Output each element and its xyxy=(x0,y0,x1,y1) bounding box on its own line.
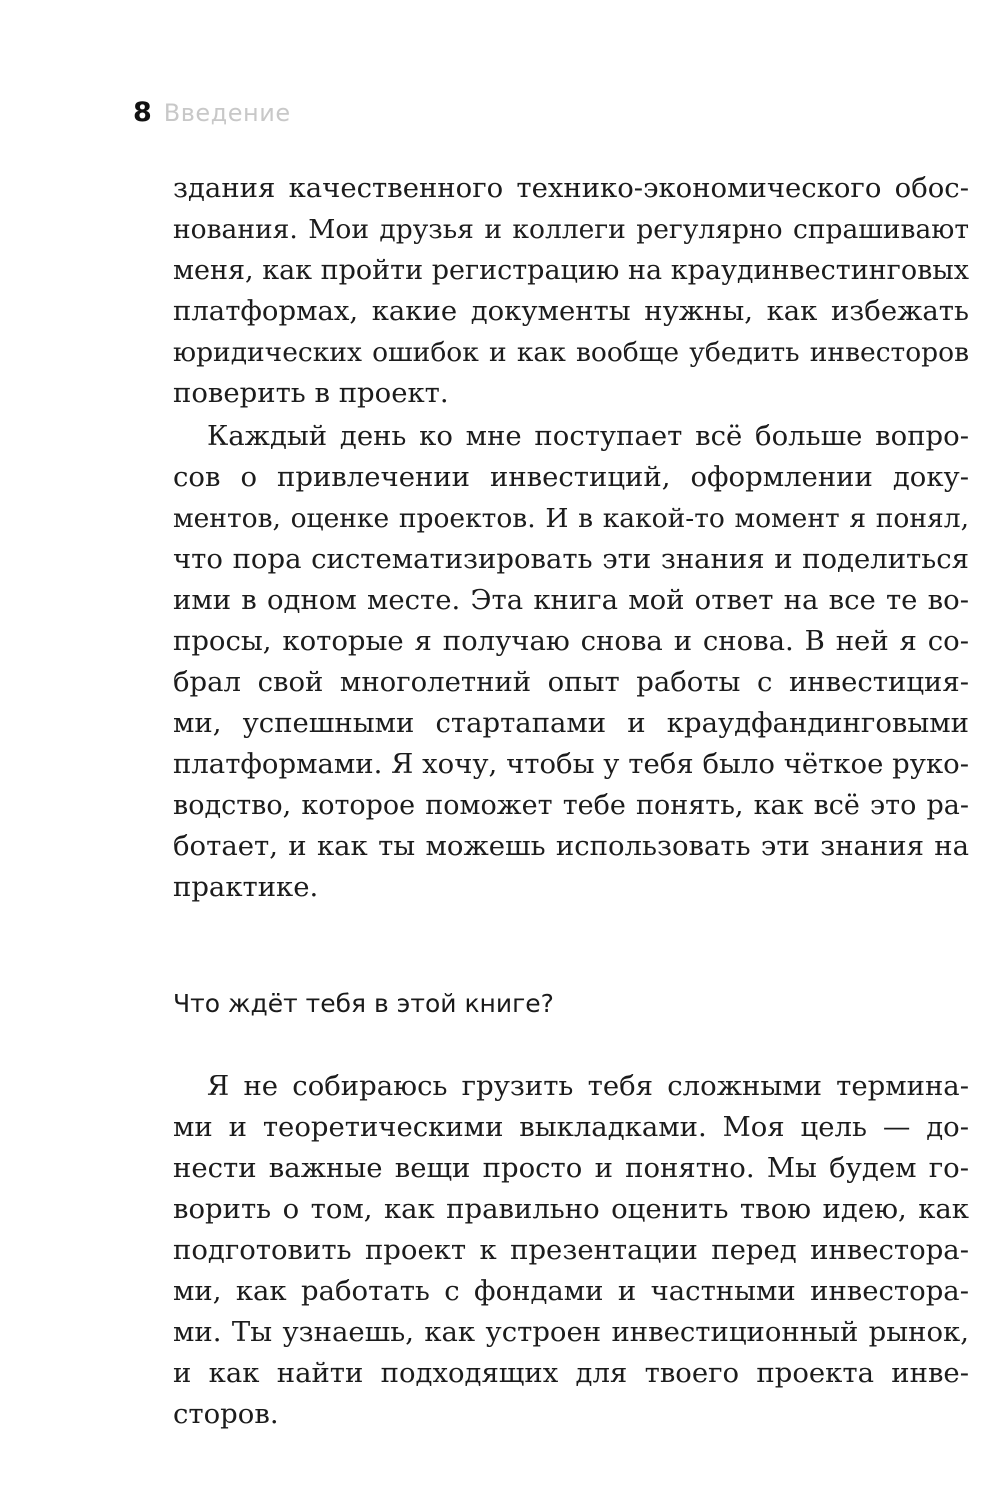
section-heading: Что ждёт тебя в этой книге? xyxy=(173,989,554,1018)
page-number: 8 xyxy=(133,97,152,128)
chapter-title: Введение xyxy=(163,99,291,127)
text-line: что пора систематизировать эти знания и поделиться xyxy=(173,543,969,575)
text-line: ми, как работать с фондами и частными инвестора- xyxy=(173,1275,969,1307)
text-line: и как найти подходящих для твоего проекта инве- xyxy=(173,1357,969,1389)
text-line: ментов, оценке проектов. И в какой-то момент я понял, xyxy=(173,503,969,534)
running-head xyxy=(133,97,291,133)
text-line: здания качественного технико-экономического обос- xyxy=(173,172,969,204)
text-line: ми. Ты узнаешь, как устроен инвестиционный рынок, xyxy=(173,1316,969,1348)
text-line: поверить в проект. xyxy=(173,377,449,409)
text-line: практике. xyxy=(173,871,319,903)
text-line: сторов. xyxy=(173,1398,279,1430)
text-line: ми, успешными стартапами и краудфандинговыми xyxy=(173,707,969,739)
paragraph-continuation xyxy=(173,168,969,414)
text-line: юридических ошибок и как вообще убедить инвесторов xyxy=(173,337,969,368)
text-line: сов о привлечении инвестиций, оформлении доку- xyxy=(173,461,969,493)
text-line: подготовить проект к презентации перед инвестора- xyxy=(173,1234,969,1266)
paragraph-book-contents xyxy=(173,1066,969,1435)
text-line: Каждый день ко мне поступает всё больше вопро- xyxy=(207,420,969,452)
text-line: просы, которые я получаю снова и снова. В ней я со- xyxy=(173,625,969,657)
text-line: ми и теоретическими выкладками. Моя цель — до- xyxy=(173,1111,969,1143)
text-line: ими в одном месте. Эта книга мой ответ на все те во- xyxy=(173,584,969,616)
text-line: Я не собираюсь грузить тебя сложными термина- xyxy=(207,1070,969,1102)
text-line: водство, которое поможет тебе понять, как всё это ра- xyxy=(173,790,969,821)
text-line: меня, как пройти регистрацию на краудинвестинговых xyxy=(173,255,969,286)
text-line: ворить о том, как правильно оценить твою идею, как xyxy=(173,1193,969,1225)
text-line: ботает, и как ты можешь использовать эти знания на xyxy=(173,830,969,862)
text-line: нования. Мои друзья и коллеги регулярно спрашивают xyxy=(173,214,969,245)
text-line: платформах, какие документы нужны, как избежать xyxy=(173,295,969,327)
text-line: нести важные вещи просто и понятно. Мы будем го- xyxy=(173,1152,969,1184)
paragraph-questions xyxy=(173,416,969,908)
text-line: платформами. Я хочу, чтобы у тебя было чёткое руко- xyxy=(173,748,969,780)
text-line: брал свой многолетний опыт работы с инвестиция- xyxy=(173,666,969,698)
